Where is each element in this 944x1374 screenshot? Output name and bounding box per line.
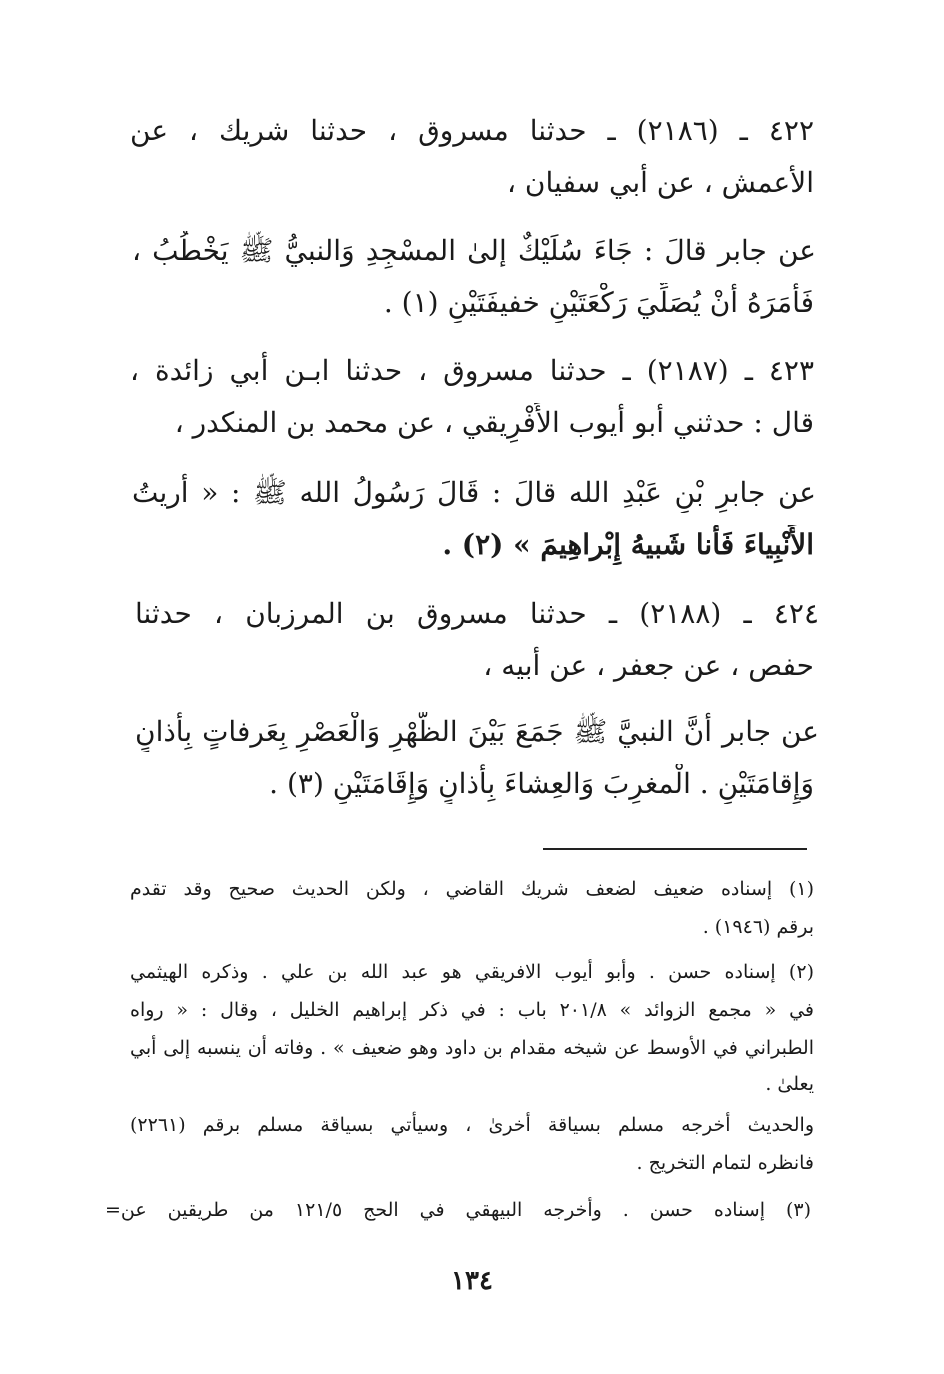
hadith-422-isnad-line-2: الأعمش ، عن أبي سفيان ، xyxy=(506,166,814,199)
hadith-423-matn-line-2: الأَنْبِياءَ فَأَنا شَبيهُ إِبْراهِيمَ » (٢) . xyxy=(442,528,814,561)
hadith-423-isnad-line-2: قال : حدثني أبو أيوب الأَفْرِيقي ، عن محمد بن المنكدر ، xyxy=(174,406,814,439)
footnote-2-continuation-line-1: والحديث أخرجه مسلم بسياقة أخرىٰ ، وسيأتي بسياقة مسلم برقم (٢٢٦١) xyxy=(130,1114,814,1136)
footnote-2-line-4: يعلىٰ . xyxy=(765,1073,814,1095)
footnote-separator xyxy=(543,848,807,850)
footnote-1-line-1: (١) إسناده ضعيف لضعف شريك القاضي ، ولكن الحديث صحيح وقد تقدم xyxy=(130,878,814,900)
page-number: ١٣٤ xyxy=(451,1266,493,1296)
hadith-424-isnad-line-1: ٤٢٤ ـ (٢١٨٨) ـ حدثنا مسروق بن المرزبان ، حدثنا xyxy=(135,597,819,630)
hadith-422-matn-line-1: عن جابر قالَ : جَاءَ سُلَيْكٌ إلىٰ المسْجِدِ وَالنبيُّ ﷺ يَخْطُبُ ، xyxy=(132,234,816,267)
hadith-424-matn-line-1: عن جابر أَنَّ النبيَّ ﷺ جَمَعَ بَيْنَ الظُّهْرِ وَالْعَصْرِ بِعَرفاتٍ بِأَذانٍ xyxy=(135,715,819,748)
footnote-2-line-1: (٢) إسناده حسن . وأبو أيوب الافريقي هو عبد الله بن علي . وذكره الهيثمي xyxy=(130,961,814,983)
hadith-424-matn-line-2: وَإِقامَتَيْنِ . الْمغرِبَ وَالعِشاءَ بِأذانٍ وَإِقَامَتَيْنِ (٣) . xyxy=(269,767,814,800)
footnote-2-line-3: الطبراني في الأوسط عن شيخه مقدام بن داود وهو ضعيف » . وفاته أن ينسبه إلى أبي xyxy=(130,1037,814,1059)
hadith-422-matn-line-2: فَأَمَرَهُ أَنْ يُصَلِّيَ رَكْعَتَيْنِ خفيفَتَيْنِ (١) . xyxy=(383,286,814,319)
hadith-423-matn-line-1: عن جابرِ بْنِ عَبْدِ الله قالَ : قَالَ رَسُولُ الله ﷺ : « أُريتُ xyxy=(132,476,816,509)
footnote-2-continuation-line-2: فانظره لتمام التخريج . xyxy=(636,1152,814,1174)
footnote-3-line-1: (٣) إسناده حسن . وأخرجه البيهقي في الحج ١٢١/٥ من طريقين عن= xyxy=(105,1199,811,1221)
footnote-1-line-2: برقم (١٩٤٦) . xyxy=(702,916,814,938)
footnote-2-line-2: في « مجمع الزوائد » ٢٠١/٨ باب : في ذكر إبراهيم الخليل ، وقال : « رواه xyxy=(130,999,814,1021)
hadith-423-isnad-line-1: ٤٢٣ ـ (٢١٨٧) ـ حدثنا مسروق ، حدثنا ابـن أبي زائدة ، xyxy=(130,354,814,387)
hadith-422-isnad-line-1: ٤٢٢ ـ (٢١٨٦) ـ حدثنا مسروق ، حدثنا شريك ، عن xyxy=(130,114,814,147)
hadith-424-isnad-line-2: حفص ، عن جعفر ، عن أبيه ، xyxy=(483,649,814,682)
